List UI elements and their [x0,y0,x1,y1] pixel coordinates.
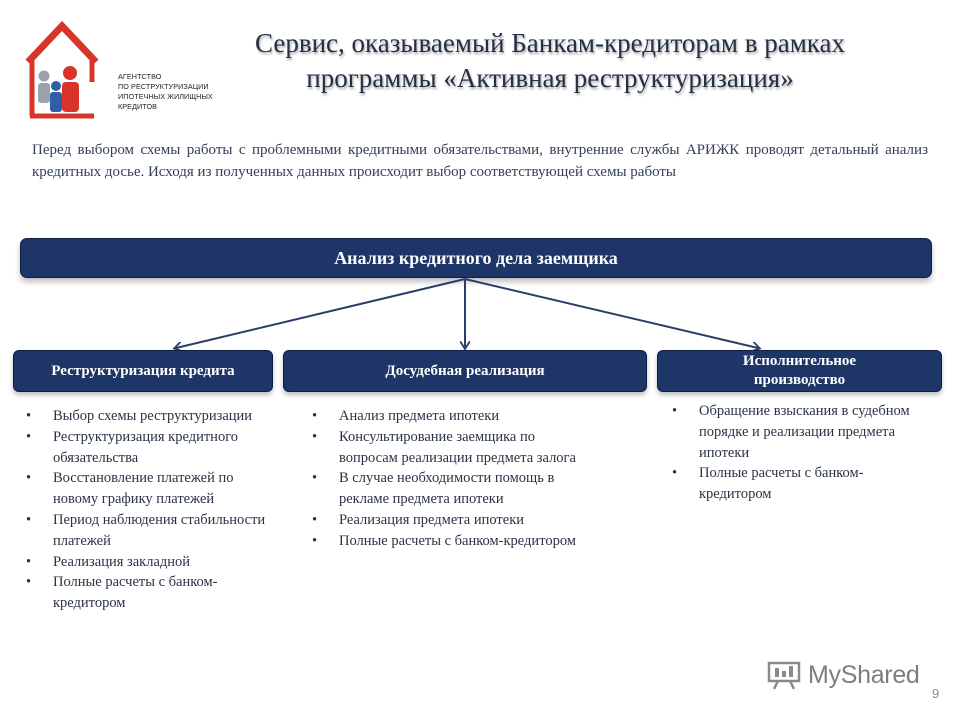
list-item: • Выбор схемы реструктуризации [24,406,274,427]
myshared-watermark [766,658,926,692]
logo-line: КРЕДИТОВ [118,102,158,111]
agency-logo [22,20,213,128]
box-enforcement: Исполнительное производство [657,350,942,392]
box-pretrial-sale: Досудебная реализация [283,350,647,392]
restructuring-list [24,406,274,614]
box-restructuring: Реструктуризация кредита [13,350,273,392]
pretrial-sale-list [310,406,595,552]
list-item: • Анализ предмета ипотеки [310,406,595,427]
list-item: • Реализация предмета ипотеки [310,510,595,531]
list-item: • Консультирование заемщика по вопросам реализации предмета залога [310,427,595,469]
slide-title-line1: Сервис, оказываемый Банкам-кредиторам в рамках [255,28,845,58]
list-item: • Реструктуризация кредитного обязательства [24,427,274,469]
list-item: • Реализация закладной [24,552,274,573]
presentation-board-icon [766,660,802,690]
slide-title [200,26,900,96]
list-item: • Полные расчеты с банком-кредитором [670,463,910,505]
logo-line: АГЕНТСТВО [118,72,162,81]
list-item: • Обращение взыскания в судебном порядке и реализации предмета ипотеки [670,401,910,463]
enforcement-list [670,401,910,505]
arrow-right [465,279,758,348]
watermark-text: MyShared [808,660,920,689]
arrow-left [176,279,465,348]
intro-paragraph: Перед выбором схемы работы с проблемными кредитными обязательствами, внутренние службы АРИЖК проводят детальный анализ кредитных досье. Исходя из полученных данных происходит выбор соответствующей схемы работы [32,142,928,180]
list-item: • Период наблюдения стабильности платежей [24,510,274,552]
house-logo-icon [22,20,102,120]
main-analysis-box: Анализ кредитного дела заемщика [20,238,932,278]
logo-line: ИПОТЕЧНЫХ ЖИЛИЩНЫХ [118,92,213,101]
slide-title-line2: программы «Активная реструктуризация» [306,63,794,93]
logo-line: ПО РЕСТРУКТУРИЗАЦИИ [118,82,209,91]
list-item: • Восстановление платежей по новому графику платежей [24,468,274,510]
list-item: • Полные расчеты с банком-кредитором [310,531,595,552]
list-item: • Полные расчеты с банком-кредитором [24,572,274,614]
list-item: • В случае необходимости помощь в рекламе предмета ипотеки [310,468,595,510]
page-number: 9 [932,686,940,701]
